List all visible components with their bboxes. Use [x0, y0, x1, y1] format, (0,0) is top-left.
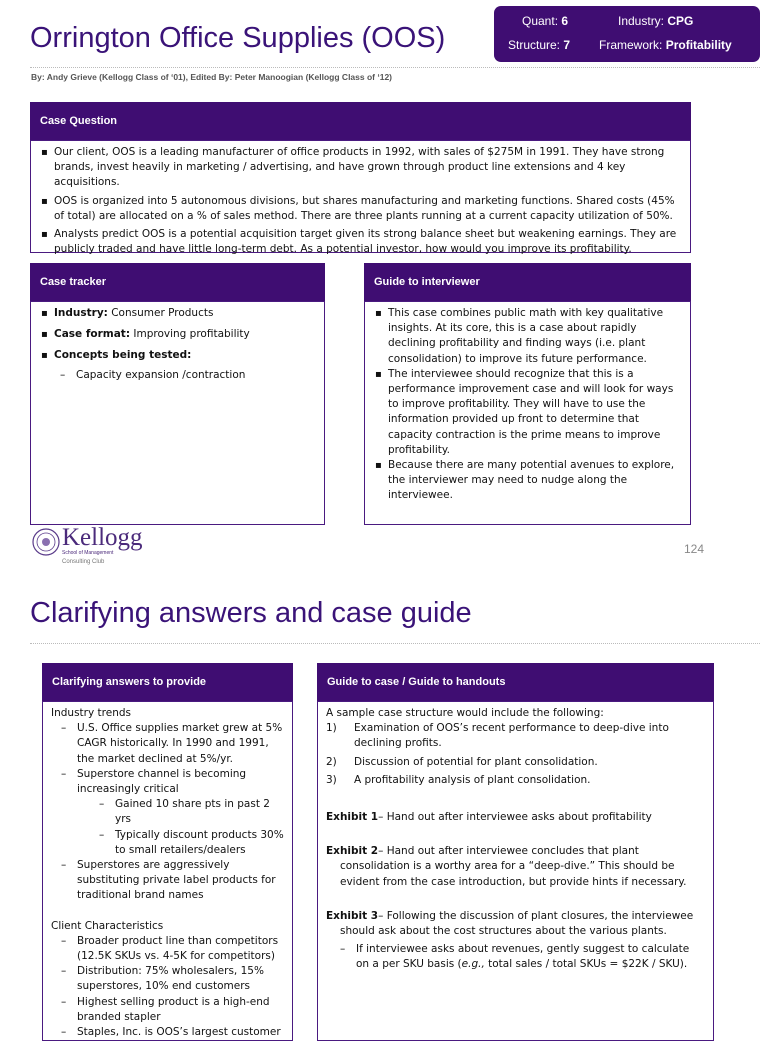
- exhibit-2-label: Exhibit 2: [326, 845, 379, 858]
- slide2-divider: [30, 643, 760, 644]
- industry-value: CPG: [667, 14, 694, 28]
- exhibit-1-label: Exhibit 1: [326, 811, 379, 824]
- guide-step-number: 1): [326, 722, 337, 735]
- case-stats-badge: [494, 6, 760, 62]
- kellogg-seal-icon: [32, 528, 60, 556]
- clarifying-box: [42, 701, 293, 1041]
- superstore-subitem: – Gained 10 share pts in past 2 yrs: [51, 797, 286, 827]
- tracker-concept-item: – Capacity expansion /contraction: [60, 368, 316, 383]
- exhibit-3-subitem: [340, 942, 705, 972]
- tracker-format: [40, 327, 316, 342]
- guide-step: [326, 773, 705, 788]
- guide-case-intro: A sample case structure would include the following:: [326, 707, 604, 719]
- guide-bullet: ▪ The interviewee should recognize that this is a performance improvement case and will look for ways to improve profitability. They will have to use the information provided up front to determine that capacity contraction is the prime means to improve profitability.: [374, 367, 682, 458]
- slide-title: Orrington Office Supplies (OOS): [30, 22, 446, 54]
- tracker-format-value: Improving profitability: [133, 328, 250, 341]
- case-tracker-header: Case tracker: [30, 263, 325, 301]
- guide-case-box: [317, 701, 714, 1041]
- case-question-bullet: ▪ Our client, OOS is a leading manufacturer of office products in 1992, with sales of $275M in 1991. They have strong brands, invest heavily in marketing / advertising, and have grown through product line extensions and 4 key acquisitions.: [40, 145, 682, 191]
- exhibit-3-label: Exhibit 3: [326, 909, 379, 922]
- kellogg-logo: [32, 526, 162, 568]
- case-tracker-box: [30, 301, 325, 525]
- industry-trend-item: – Superstore channel is becoming increasingly critical: [61, 767, 286, 797]
- client-item: – Highest selling product is a high-end branded stapler: [61, 995, 286, 1025]
- client-item: – Distribution: 75% wholesalers, 15% superstores, 10% end customers: [61, 964, 286, 994]
- page-number: 124: [684, 542, 705, 556]
- guide-step-text: Examination of OOS’s recent performance to deep-dive into declining profits.: [354, 722, 669, 750]
- case-question-bullet: ▪ Analysts predict OOS is a potential acquisition target given its strong balance sheet but weakening earnings. They are publicly traded and have little long-term debt. As a potential investor, how would you improve its profitability.: [40, 227, 682, 257]
- kellogg-wordmark: Kellogg: [62, 524, 143, 551]
- tracker-concepts-label: Concepts being tested:: [54, 349, 192, 362]
- guide-step-number: 2): [326, 755, 337, 768]
- guide-bullet: ▪ This case combines public math with key qualitative insights. At its core, this is a case about rapidly declining profitability and finding ways (i.e. plant consolidation) to improve its future performance.: [374, 306, 682, 367]
- tracker-industry-label: Industry:: [54, 307, 108, 319]
- client-item: – Staples, Inc. is OOS’s largest customer: [61, 1025, 286, 1040]
- title-divider: [30, 67, 760, 68]
- guide-interviewer-header: Guide to interviewer: [364, 263, 691, 301]
- case-question-bullet: ▪ OOS is organized into 5 autonomous divisions, but shares manufacturing and marketing functions. Shared costs (45% of total) are allocated on a % of sales method. There are three plants running at a current capacity utilization of 50%.: [40, 194, 682, 224]
- case-question-header: Case Question: [30, 102, 691, 140]
- client-heading: Client Characteristics: [51, 919, 164, 932]
- byline: By: Andy Grieve (Kellogg Class of ‘01), Edited By: Peter Manoogian (Kellogg Class of ‘12): [31, 72, 393, 82]
- tracker-format-label: Case format:: [54, 328, 131, 341]
- exhibit-2: [326, 844, 705, 890]
- guide-step: [326, 755, 705, 770]
- exhibit-2-text: – Hand out after interviewee concludes that plant consolidation is a worthy area for a “deep-dive.” This should be evident from the case introduction, but provide hints if necessary.: [340, 845, 687, 888]
- case-question-box: [30, 140, 691, 256]
- structure-label: Structure:: [508, 38, 561, 52]
- exhibit-3-text: – Following the discussion of plant closures, the interviewee should ask about the cost structures about the various plants.: [340, 909, 694, 938]
- superstore-subitem: – Typically discount products 30% to small retailers/dealers: [51, 828, 286, 858]
- tracker-industry: [40, 306, 316, 321]
- guide-case-header: Guide to case / Guide to handouts: [317, 663, 714, 701]
- exhibit-3: [326, 909, 705, 939]
- industry-label: Industry:: [618, 14, 665, 28]
- framework-label: Framework:: [599, 38, 663, 52]
- exhibit-3-sub-a: If interviewee asks about revenues, gently suggest to calculate on a per SKU basis (: [356, 943, 690, 971]
- guide-bullet: ▪ Because there are many potential avenues to explore, the interviewer may need to nudge along the interviewee.: [374, 458, 682, 504]
- guide-step-text: Discussion of potential for plant consolidation.: [354, 755, 598, 768]
- structure-value: 7: [563, 38, 571, 52]
- industry-trend-item: – U.S. Office supplies market grew at 5% CAGR historically. In 1990 and 1991, the market declined at 5%/yr.: [61, 721, 286, 767]
- client-item: – Broader product line than competitors (12.5K SKUs vs. 4-5K for competitors): [61, 934, 286, 964]
- guide-step: [326, 721, 705, 751]
- quant-value: 6: [561, 14, 569, 28]
- exhibit-3-sub-b: total sales / total SKUs = $22K / SKU).: [484, 958, 688, 971]
- tracker-industry-value: Consumer Products: [111, 307, 214, 319]
- exhibit-1-text: – Hand out after interviewee asks about profitability: [378, 811, 652, 824]
- quant-label: Quant:: [522, 14, 559, 28]
- kellogg-school: School of Management: [62, 550, 114, 556]
- industry-trends-heading: Industry trends: [51, 707, 131, 719]
- guide-interviewer-box: [364, 301, 691, 525]
- slide2-title: Clarifying answers and case guide: [30, 597, 472, 629]
- framework-value: Profitability: [665, 38, 732, 52]
- guide-step-number: 3): [326, 773, 337, 786]
- clarifying-header: Clarifying answers to provide: [42, 663, 293, 701]
- exhibit-1: [326, 810, 705, 825]
- exhibit-3-sub-eg: e.g.,: [461, 958, 485, 971]
- guide-step-text: A profitability analysis of plant consolidation.: [354, 773, 591, 786]
- consulting-club: Consulting Club: [62, 559, 105, 565]
- tracker-concepts: [40, 348, 316, 363]
- industry-trend-item: – Superstores are aggressively substituting private label products for traditional brand names: [61, 858, 286, 904]
